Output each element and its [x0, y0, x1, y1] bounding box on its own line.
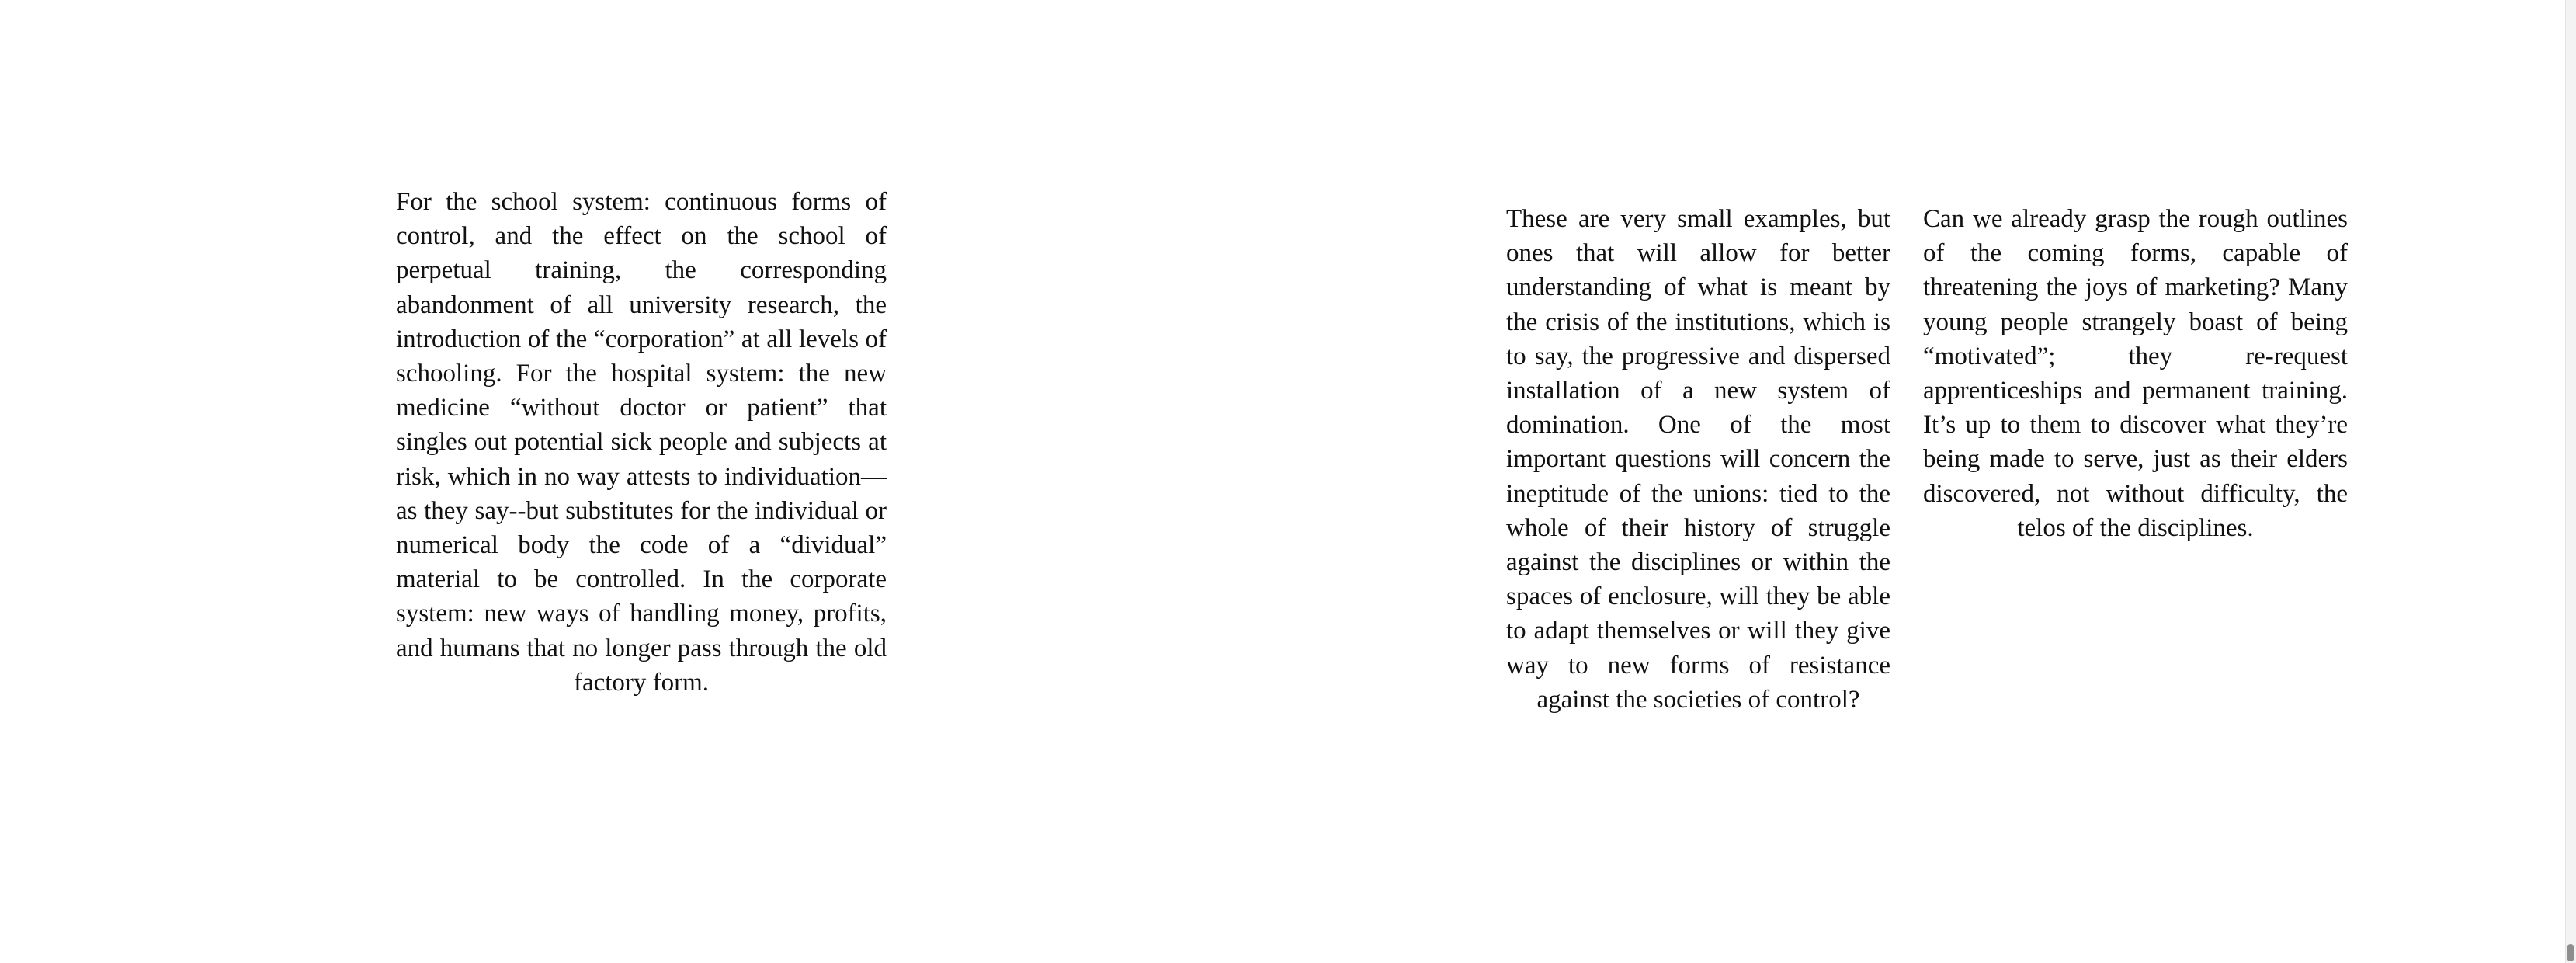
left-column-paragraph: For the school system: continuous forms of control, and the effect on the school of perpetual training, the corresponding abandonment of all university research, the introduction of the “corporation” at all levels of schooling. For the hospital system: the new medicine “without doctor or patient” that singles out potential sick people and subjects at risk, which in no way attests to individuation—as they say--but substitutes for the individual or numerical body the code of a “dividual” material to be controlled. In the corporate system: new ways of handling money, profits, and humans that no longer pass through the old factory form.	[396, 188, 887, 697]
vertical-scrollbar[interactable]	[2565, 0, 2576, 963]
scrollbar-thumb[interactable]	[2567, 944, 2574, 961]
right-column-paragraph: Can we already grasp the rough outlines of the coming forms, capable of threatening the joys of marketing? Many young people strangely boast of being “motivated”; they re-request apprenticeships and permanent training. It’s up to them to discover what they’re being made to serve, just as their elders discovered, not without difficulty, the telos of the disciplines.	[1923, 205, 2348, 542]
middle-column-paragraph: These are very small examples, but ones that will allow for better understanding of what is meant by the crisis of the institutions, which is to say, the progressive and dispersed installation of a new system of domination. One of the most important questions will concern the ineptitude of the unions: tied to the whole of their history of struggle against the disciplines or within the spaces of enclosure, will they be able to adapt themselves or will they give way to new forms of resistance against the societies of control?	[1506, 205, 1890, 714]
